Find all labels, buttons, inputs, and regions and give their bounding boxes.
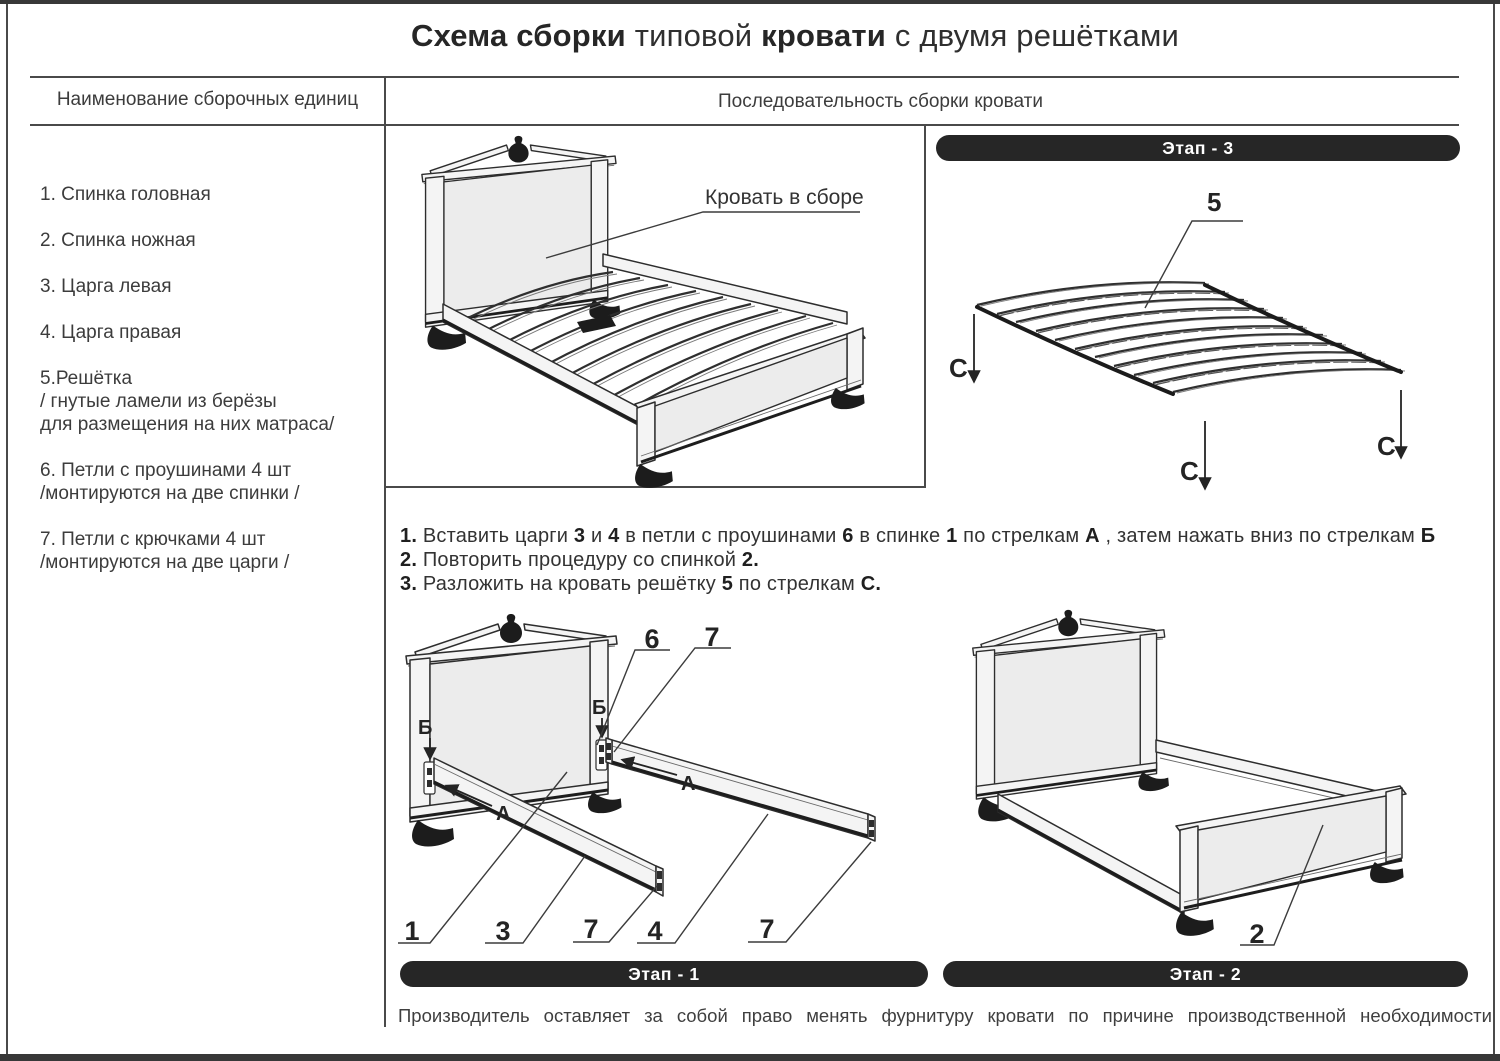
arrow-a-label: А bbox=[496, 803, 511, 825]
manufacturer-note: Производитель оставляет за собой право менять фурнитуру кровати по причине производственной необходимости bbox=[398, 1005, 1492, 1026]
part-item-1 bbox=[40, 183, 385, 206]
title-underline bbox=[30, 76, 1459, 78]
front-side-batten bbox=[977, 307, 1173, 394]
assembled-bed-callout: Кровать в сборе bbox=[705, 186, 864, 209]
part6-label: 6 bbox=[644, 624, 660, 654]
part-item-4 bbox=[40, 321, 385, 344]
instr-ref: 3 bbox=[573, 525, 586, 547]
part-item-2 bbox=[40, 229, 385, 252]
part5-label: 5 bbox=[1207, 187, 1222, 217]
instr-ref: С. bbox=[860, 573, 882, 595]
page-bottom-edge bbox=[0, 1054, 1500, 1061]
footboard-drawing bbox=[1176, 786, 1406, 936]
instr-text: и bbox=[585, 525, 609, 547]
instruction-line-3 bbox=[400, 572, 1480, 596]
part-note: /монтируются на две спинки / bbox=[40, 483, 300, 504]
part-label: 3. Царга левая bbox=[40, 276, 172, 297]
part-item-6 bbox=[40, 459, 385, 505]
part-label: 6. Петли с проушинами 4 шт bbox=[40, 460, 292, 481]
arrow-c-label: С bbox=[1377, 431, 1396, 461]
instr-ref: 1 bbox=[946, 525, 958, 547]
stage1-figure bbox=[390, 612, 930, 957]
instr-ref: А bbox=[1085, 525, 1100, 547]
instr-ref: 6 bbox=[842, 525, 854, 547]
part2-label: 2 bbox=[1249, 919, 1265, 949]
arrow-b-label: Б bbox=[418, 717, 433, 739]
part4-label: 4 bbox=[647, 916, 663, 946]
arrow-a-label: А bbox=[681, 773, 696, 795]
stage3-banner: Этап - 3 bbox=[936, 135, 1460, 161]
arrow-c-label: С bbox=[949, 353, 968, 383]
part-label: 7. Петли с крючками 4 шт bbox=[40, 529, 266, 550]
instr-num: 1. bbox=[400, 525, 418, 547]
stage2-figure bbox=[940, 612, 1500, 957]
part-label: 4. Царга правая bbox=[40, 322, 182, 343]
instr-ref: 5 bbox=[721, 573, 734, 595]
title-part-1: Схема сборки bbox=[410, 18, 626, 53]
page-left-border bbox=[6, 4, 8, 1054]
part-label: 5.Решётка bbox=[40, 368, 133, 389]
arrow-c-label: С bbox=[1180, 456, 1199, 486]
instr-text: в петли с проушинами bbox=[619, 525, 843, 547]
page-title bbox=[100, 18, 1490, 54]
parts-list bbox=[40, 183, 385, 597]
parts-column-header: Наименование сборочных единиц bbox=[56, 89, 359, 110]
instr-text: , затем нажать вниз по стрелкам bbox=[1099, 525, 1421, 547]
assembled-bed-figure bbox=[385, 126, 925, 488]
stage1-banner: Этап - 1 bbox=[400, 961, 928, 987]
assembly-instructions bbox=[400, 524, 1480, 596]
page-top-edge bbox=[0, 0, 1500, 4]
instruction-line-1 bbox=[400, 524, 1480, 548]
part7-label: 7 bbox=[704, 622, 720, 652]
part-label: 1. Спинка головная bbox=[40, 184, 211, 205]
part7-label: 7 bbox=[759, 914, 775, 944]
part-note: /монтируются на две царги / bbox=[40, 552, 290, 573]
part-item-3 bbox=[40, 275, 385, 298]
instr-num: 2. bbox=[400, 549, 418, 571]
arrow-b-label: Б bbox=[592, 697, 607, 719]
instr-text: Разложить на кровать решётку bbox=[417, 573, 722, 595]
title-part-3: кровати bbox=[761, 18, 887, 53]
instr-ref: 2. bbox=[741, 549, 759, 571]
part-note: для размещения на них матраса/ bbox=[40, 414, 335, 435]
headboard-drawing bbox=[973, 610, 1169, 822]
instr-text: по стрелкам bbox=[957, 525, 1086, 547]
instr-text: Вставить царги bbox=[417, 525, 574, 547]
title-part-4: с двумя решётками bbox=[886, 18, 1180, 53]
part-item-7 bbox=[40, 528, 385, 574]
instr-text: в спинке bbox=[853, 525, 947, 547]
instruction-line-2 bbox=[400, 548, 1480, 572]
near-rail bbox=[998, 794, 1184, 914]
sequence-column-header: Последовательность сборки кровати bbox=[717, 91, 1043, 112]
part3-label: 3 bbox=[495, 916, 511, 946]
stage2-banner: Этап - 2 bbox=[943, 961, 1468, 987]
instr-text: Повторить процедуру со спинкой bbox=[417, 549, 742, 571]
instr-ref: 4 bbox=[608, 525, 620, 547]
part7-label: 7 bbox=[583, 914, 599, 944]
stage3-figure bbox=[935, 155, 1500, 500]
part1-label: 1 bbox=[404, 916, 420, 946]
side-rail-4-drawing bbox=[606, 738, 875, 841]
instr-text: по стрелкам bbox=[733, 573, 861, 595]
instr-num: 3. bbox=[400, 573, 418, 595]
part-item-5 bbox=[40, 367, 385, 436]
instr-ref: Б bbox=[1420, 525, 1436, 547]
title-part-2: типовой bbox=[625, 18, 762, 53]
slat-base-drawing bbox=[977, 282, 1405, 394]
part7-leader-line bbox=[614, 648, 731, 752]
part-note: / гнутые ламели из берёзы bbox=[40, 391, 277, 412]
part-label: 2. Спинка ножная bbox=[40, 230, 196, 251]
